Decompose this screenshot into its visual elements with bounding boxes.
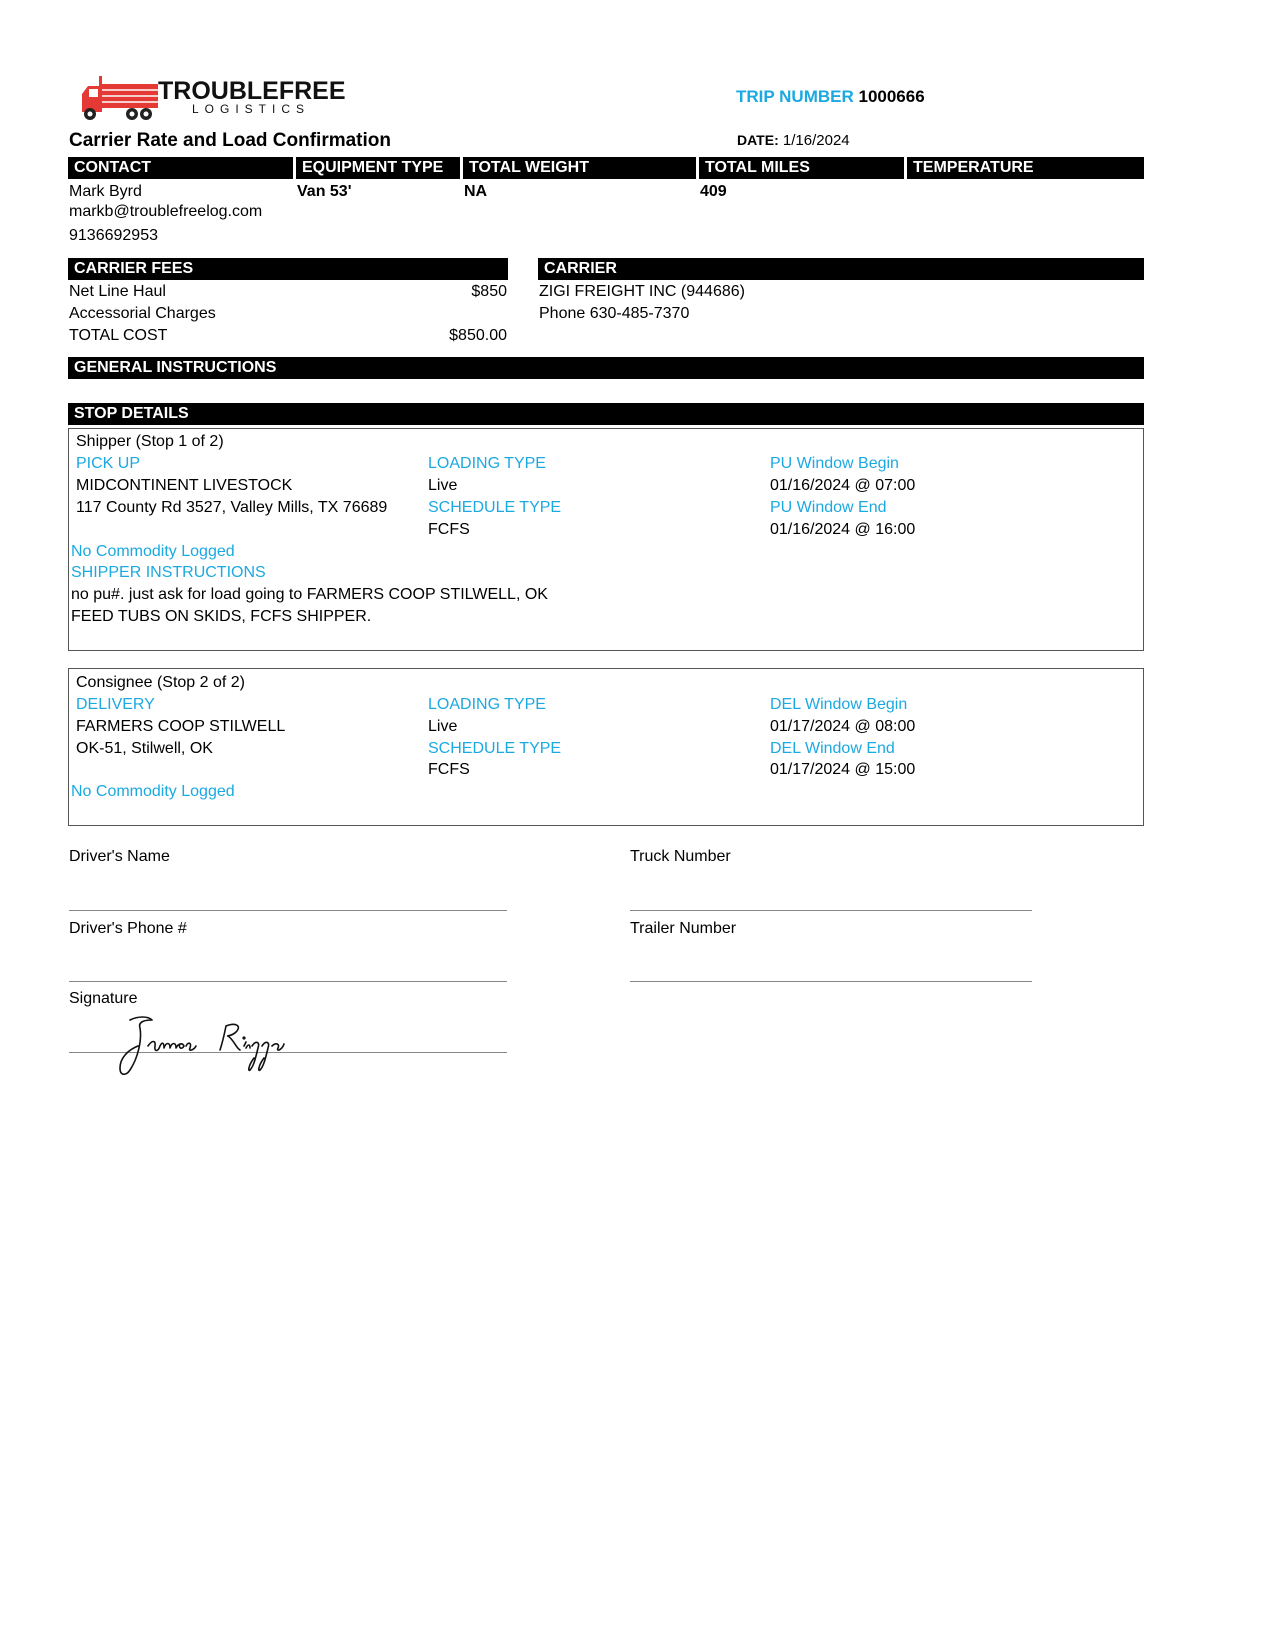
fee-value-line-haul: $850 <box>471 283 507 300</box>
logo-wordmark: TROUBLEFREE <box>158 77 346 105</box>
stop-2-name: FARMERS COOP STILWELL <box>76 718 286 735</box>
carrier-header: CARRIER <box>538 258 1144 280</box>
truck-number-label: Truck Number <box>630 848 731 865</box>
stop-1-type-label: PICK UP <box>76 455 141 472</box>
trip-number-value: 1000666 <box>858 87 925 106</box>
stop-2-schedule-value: FCFS <box>428 761 470 778</box>
stop-1-name: MIDCONTINENT LIVESTOCK <box>76 477 293 494</box>
stop-2-commodity: No Commodity Logged <box>71 783 235 800</box>
stop-1-window-begin-value: 01/16/2024 @ 07:00 <box>770 477 916 494</box>
drivers-name-line[interactable] <box>69 910 507 911</box>
total-weight-value: NA <box>464 183 488 200</box>
stop-1-title: Shipper (Stop 1 of 2) <box>76 433 224 450</box>
trailer-number-label: Trailer Number <box>630 920 737 937</box>
trip-number <box>736 87 925 107</box>
drivers-phone-label: Driver's Phone # <box>69 920 187 937</box>
stop-1-instructions-line-1: no pu#. just ask for load going to FARMERS COOP STILWELL, OK <box>71 586 548 603</box>
stop-2-title: Consignee (Stop 2 of 2) <box>76 674 245 691</box>
fee-label-line-haul: Net Line Haul <box>69 283 166 300</box>
stop-2-loading-value: Live <box>428 718 458 735</box>
date-label: DATE: <box>737 132 779 148</box>
carrier-fees-header: CARRIER FEES <box>68 258 508 280</box>
signature-image <box>108 1010 318 1080</box>
truck-number-line[interactable] <box>630 910 1032 911</box>
date-value: 1/16/2024 <box>782 132 850 149</box>
total-miles-value: 409 <box>700 183 727 200</box>
stop-details-header: STOP DETAILS <box>68 403 1144 425</box>
fee-label-accessorial: Accessorial Charges <box>69 305 216 322</box>
carrier-name: ZIGI FREIGHT INC (944686) <box>539 283 745 300</box>
drivers-name-label: Driver's Name <box>69 848 170 865</box>
stop-1-schedule-label: SCHEDULE TYPE <box>428 499 562 516</box>
fee-value-total: $850.00 <box>449 327 507 344</box>
company-logo <box>80 74 346 124</box>
header-total-miles: TOTAL MILES <box>699 157 904 179</box>
document-date <box>737 130 850 151</box>
carrier-phone: Phone 630-485-7370 <box>539 305 690 322</box>
stop-2-type-label: DELIVERY <box>76 696 155 713</box>
contact-name: Mark Byrd <box>69 183 142 200</box>
stop-2-address: OK-51, Stilwell, OK <box>76 740 213 757</box>
trip-number-label: TRIP NUMBER <box>736 87 854 106</box>
stop-2-schedule-label: SCHEDULE TYPE <box>428 740 562 757</box>
stop-1-window-end-value: 01/16/2024 @ 16:00 <box>770 521 916 538</box>
stop-2-window-end-label: DEL Window End <box>770 740 895 757</box>
stop-1-loading-value: Live <box>428 477 458 494</box>
stop-1-loading-label: LOADING TYPE <box>428 455 546 472</box>
trailer-number-line[interactable] <box>630 981 1032 982</box>
truck-icon <box>80 74 160 122</box>
stop-2-window-begin-value: 01/17/2024 @ 08:00 <box>770 718 916 735</box>
stop-1-schedule-value: FCFS <box>428 521 470 538</box>
stop-2-window-end-value: 01/17/2024 @ 15:00 <box>770 761 916 778</box>
stop-1-address: 117 County Rd 3527, Valley Mills, TX 76689 <box>76 499 388 516</box>
fee-label-total: TOTAL COST <box>69 327 168 344</box>
header-equipment-type: EQUIPMENT TYPE <box>296 157 460 179</box>
header-temperature: TEMPERATURE <box>907 157 1144 179</box>
signature-label: Signature <box>69 990 138 1007</box>
drivers-phone-line[interactable] <box>69 981 507 982</box>
page-title: Carrier Rate and Load Confirmation <box>69 130 391 151</box>
general-instructions-header: GENERAL INSTRUCTIONS <box>68 357 1144 379</box>
stop-1-window-end-label: PU Window End <box>770 499 887 516</box>
contact-email: markb@troublefreelog.com <box>69 203 263 220</box>
logo-subtext: LOGISTICS <box>192 102 311 116</box>
stop-1-commodity: No Commodity Logged <box>71 543 235 560</box>
header-contact: CONTACT <box>68 157 293 179</box>
header-total-weight: TOTAL WEIGHT <box>463 157 696 179</box>
stop-1-window-begin-label: PU Window Begin <box>770 455 899 472</box>
stop-2-loading-label: LOADING TYPE <box>428 696 546 713</box>
equipment-type-value: Van 53' <box>297 183 352 200</box>
stop-1-instructions-line-2: FEED TUBS ON SKIDS, FCFS SHIPPER. <box>71 608 372 625</box>
contact-phone: 9136692953 <box>69 227 158 244</box>
stop-1-instructions-label: SHIPPER INSTRUCTIONS <box>71 564 266 581</box>
stop-2-window-begin-label: DEL Window Begin <box>770 696 908 713</box>
